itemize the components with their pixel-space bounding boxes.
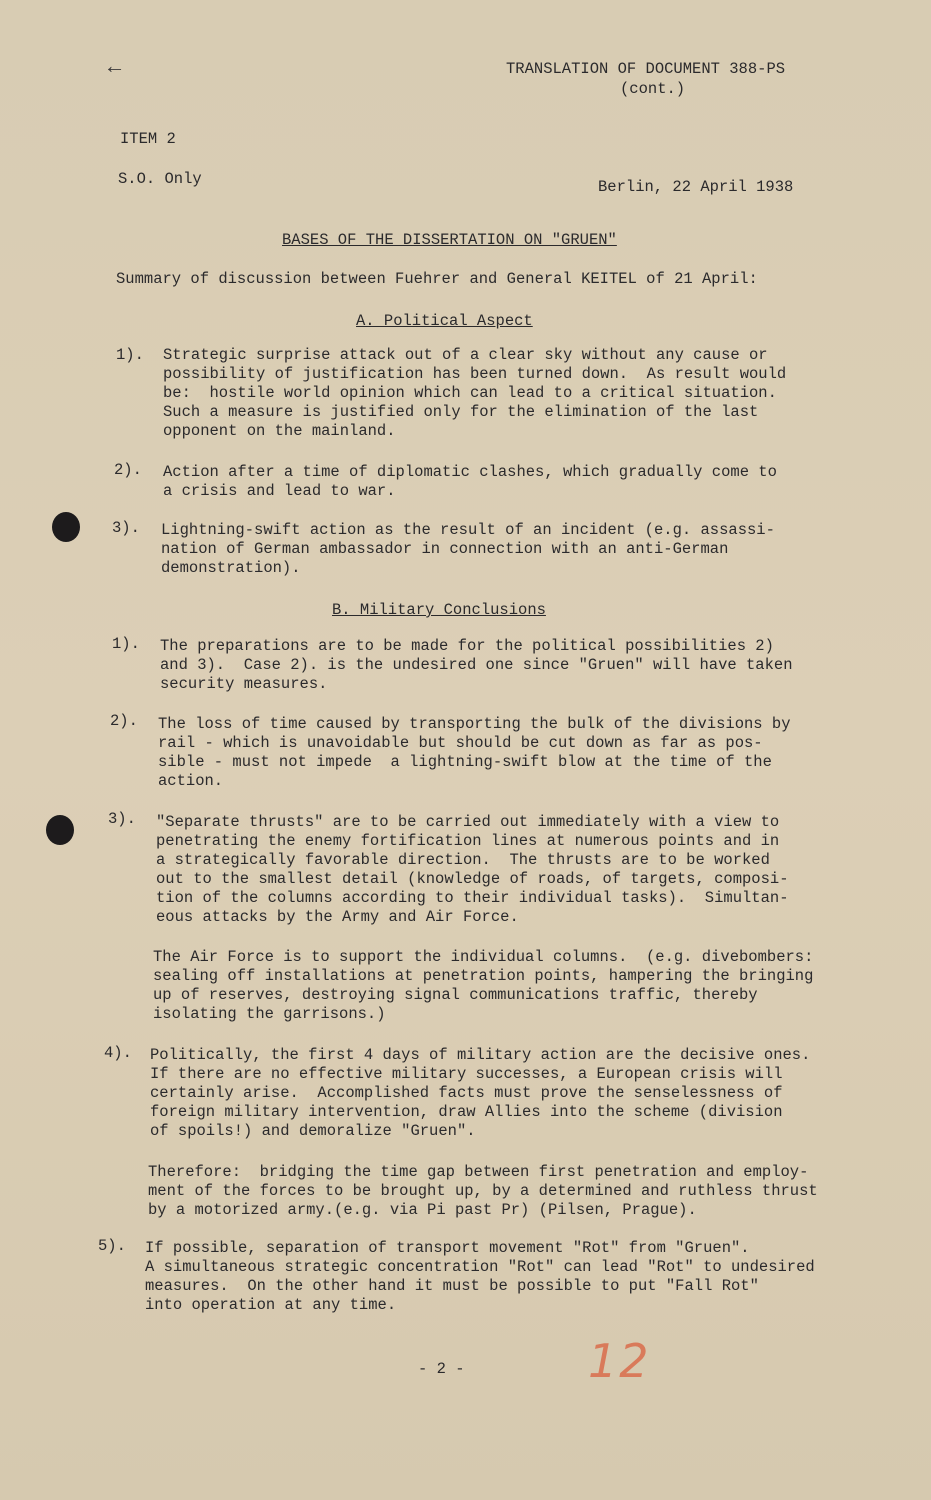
a-item-2-text: Action after a time of diplomatic clashes, which gradually come to a crisis and lead to war. xyxy=(163,463,777,500)
punch-hole-bottom xyxy=(46,815,74,845)
document-title: TRANSLATION OF DOCUMENT 388-PS xyxy=(506,60,786,78)
b-item-3-text: "Separate thrusts" are to be carried out immediately with a view to penetrating the enemy fortification lines at numerous points and in a strategically favorable direction. The thrusts are to be worked out to the smallest detail (knowledge of roads, of targets, composi- tion of the columns according to their individual tasks). Simultan- eous attacks by the Army and Air Force. xyxy=(156,813,789,926)
b-item-4-text: Politically, the first 4 days of military action are the decisive ones. If there are no effective military successes, a European crisis will certainly arise. Accomplished facts must prove the senselessness of foreign military intervention, draw Allies into the scheme (division of spoils!) and demoralize "Gruen". xyxy=(150,1046,811,1140)
a-item-2-number: 2). xyxy=(114,461,142,479)
section-b-title: B. Military Conclusions xyxy=(332,601,546,619)
b-item-5-text: If possible, separation of transport movement "Rot" from "Gruen". A simultaneous strategic concentration "Rot" can lead "Rot" to undesired measures. On the other hand it must be possible to put "Fall Rot" into operation at any time. xyxy=(145,1239,815,1314)
classification: S.O. Only xyxy=(118,170,202,188)
b-item-2-number: 2). xyxy=(110,712,138,730)
a-item-1-number: 1). xyxy=(116,346,144,364)
punch-hole-top xyxy=(52,512,80,542)
a-item-3-text: Lightning-swift action as the result of an incident (e.g. assassi- nation of German ambassador in connection with an anti-German demonstration). xyxy=(161,521,775,577)
item-label: ITEM 2 xyxy=(120,130,176,148)
b-item-1-text: The preparations are to be made for the political possibilities 2) and 3). Case 2). is the undesired one since "Gruen" will have taken security measures. xyxy=(160,637,793,693)
b-item-3-air-force-text: The Air Force is to support the individual columns. (e.g. divebombers: sealing off installations at penetration points, hampering the bringing up of reserves, destroying signal communications traffic, thereby isolating the garrisons.) xyxy=(153,948,814,1023)
b-item-3-number: 3). xyxy=(108,810,136,828)
handwritten-page-mark: 12 xyxy=(588,1334,651,1388)
document-heading: BASES OF THE DISSERTATION ON "GRUEN" xyxy=(282,231,617,249)
b-item-1-number: 1). xyxy=(112,635,140,653)
document-title-cont: (cont.) xyxy=(620,80,686,98)
summary-line: Summary of discussion between Fuehrer and General KEITEL of 21 April: xyxy=(116,270,758,288)
staple-mark: ← xyxy=(108,55,122,80)
section-a-title: A. Political Aspect xyxy=(356,312,533,330)
a-item-3-number: 3). xyxy=(112,519,140,537)
place-date: Berlin, 22 April 1938 xyxy=(598,178,794,196)
b-item-4-number: 4). xyxy=(104,1044,132,1062)
b-item-5-number: 5). xyxy=(98,1237,126,1255)
a-item-1-text: Strategic surprise attack out of a clear sky without any cause or possibility of justification has been turned down. As result would be: hostile world opinion which can lead to a critical situation. Such a measure is justified only for the elimination of the last opponent on the mainland. xyxy=(163,346,787,440)
page-number: - 2 - xyxy=(418,1360,465,1378)
b-item-2-text: The loss of time caused by transporting the bulk of the divisions by rail - which is unavoidable but should be cut down as far as pos- sible - must not impede a lightning-swift blow at the time of the action. xyxy=(158,715,791,790)
b-item-4-therefore-text: Therefore: bridging the time gap between first penetration and employ- ment of the forces to be brought up, by a determined and ruthless thrust by a motorized army.(e.g. via Pi past Pr) (Pilsen, Prague). xyxy=(148,1163,818,1219)
